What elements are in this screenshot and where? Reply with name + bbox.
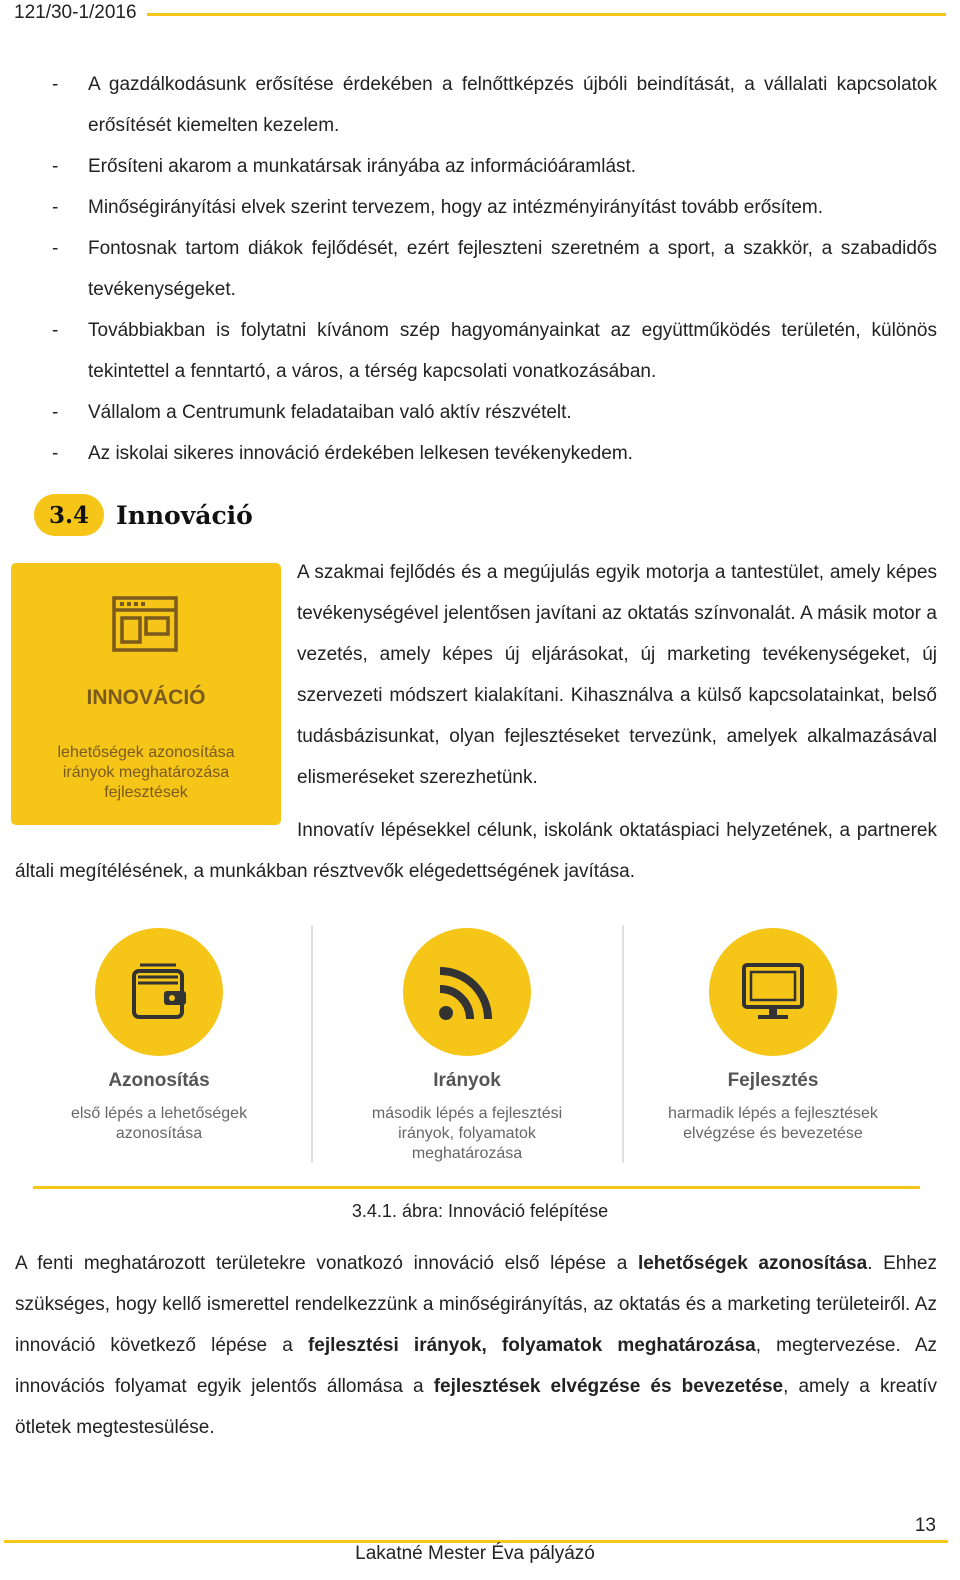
paragraph-text: . Ehhez szükséges, hogy kellő ismerettel rendelkezzünk a minőségirányítás, az oktatás és a marketing területeiről. Az innováció következő lépése a	[15, 1253, 937, 1356]
emphasis-text: fejlesztési irányok, folyamatok meghatározása	[307, 1335, 756, 1356]
bullet-dash: -	[52, 238, 59, 259]
paragraph-text: A fenti meghatározott területekre vonatkozó innováció első lépése a	[15, 1253, 638, 1274]
page-number: 13	[914, 1515, 936, 1536]
figure-rule	[33, 1186, 920, 1189]
bullet-list	[40, 64, 937, 474]
step-directions	[317, 925, 617, 1164]
step-title: Fejlesztés	[727, 1070, 819, 1091]
step-description: első lépés a lehetőségek azonosítása	[70, 1105, 248, 1142]
paragraph-text: , amely a kreatív ötletek megtestesülése.	[15, 1376, 937, 1438]
bullet-text: Továbbiakban is folytatni kívánom szép hagyományainkat az együttműködés területén, különös tekintettel a fenntartó, a város, a térség kapcsolati vonatkozásában.	[88, 320, 937, 382]
card-subtitle	[11, 743, 281, 803]
list-item	[40, 392, 937, 433]
step-circle	[403, 928, 531, 1056]
bullet-text: A gazdálkodásunk erősítése érdekében a felnőttképzés újbóli beindítását, a vállalati kapcsolatok erősítését kiemelten kezelem.	[88, 74, 937, 136]
bullet-dash: -	[52, 443, 59, 464]
closing-paragraph	[15, 1243, 937, 1448]
bullet-dash: -	[52, 156, 59, 177]
innovation-steps-figure	[11, 925, 931, 1165]
emphasis-text: lehetőségek azonosítása	[637, 1253, 868, 1274]
step-circle	[709, 928, 837, 1056]
step-development	[623, 925, 923, 1144]
intro-paragraph: A szakmai fejlődés és a megújulás egyik motorja a tantestület, amely képes tevékenységével jelentősen javítani az oktatás színvonalát. A másik motor a vezetés, amely képes új eljárásokat, új marketing tevékenységeket, új szervezeti módszert kialakítani. Kihasználva a külső kapcsolatainkat, belső tudásbázisunkat, olyan fejlesztéseket tervezünk, amelyek alkalmazásával elismeréseket szerezhetünk.	[297, 562, 937, 788]
step-description: második lépés a fejlesztési irányok, folyamatok meghatározása	[371, 1105, 563, 1162]
bullet-dash: -	[52, 74, 59, 95]
card-line: fejlesztések	[104, 784, 188, 801]
page-header	[14, 0, 946, 26]
emphasis-text: fejlesztések elvégzése és bevezetése	[433, 1376, 784, 1397]
bullet-text: Fontosnak tartom diákok fejlődését, ezért fejleszteni szeretném a sport, a szakkör, a szabadidős tevékenységeket.	[88, 238, 937, 300]
list-item	[40, 433, 937, 474]
section-number-badge: 3.4	[34, 494, 104, 536]
list-item	[40, 310, 937, 392]
list-item	[40, 187, 937, 228]
goal-paragraph: Innovatív lépésekkel célunk, iskolánk oktatáspiaci helyzetének, a partnerek általi megítélésének, a munkákban résztvevők elégedettségének javítása.	[15, 820, 937, 882]
section-title: Innováció	[116, 500, 253, 530]
bullet-dash: -	[52, 197, 59, 218]
step-title: Azonosítás	[108, 1070, 210, 1091]
document-code: 121/30-1/2016	[14, 2, 137, 23]
step-identification	[9, 925, 309, 1144]
rss-icon	[436, 961, 498, 1023]
footer-author: Lakatné Mester Éva pályázó	[355, 1543, 595, 1564]
bullet-text: Minőségirányítási elvek szerint tervezem, hogy az intézményirányítást tovább erősítem.	[88, 197, 823, 218]
header-rule	[147, 13, 946, 16]
browser-window-icon	[112, 596, 178, 652]
wallet-icon	[128, 961, 190, 1023]
list-item	[40, 64, 937, 146]
bullet-text: Az iskolai sikeres innováció érdekében lelkesen tevékenykedem.	[88, 443, 633, 464]
monitor-icon	[740, 961, 806, 1023]
bullet-text: Vállalom a Centrumunk feladataiban való aktív részvételt.	[88, 402, 572, 423]
step-divider	[311, 925, 313, 1163]
card-title: INNOVÁCIÓ	[86, 686, 206, 709]
step-title: Irányok	[433, 1070, 501, 1091]
innovation-card	[11, 563, 281, 825]
section-heading	[34, 494, 253, 536]
figure-caption: 3.4.1. ábra: Innováció felépítése	[351, 1201, 609, 1221]
step-description: harmadik lépés a fejlesztések elvégzése és bevezetése	[668, 1105, 878, 1142]
bullet-text: Erősíteni akarom a munkatársak irányába az információáramlást.	[88, 156, 637, 177]
paragraph-text: , megtervezése. Az innovációs folyamat egyik jelentős állomása a	[15, 1335, 938, 1397]
step-circle	[95, 928, 223, 1056]
bullet-dash: -	[52, 320, 59, 341]
list-item	[40, 146, 937, 187]
list-item	[40, 228, 937, 310]
bullet-dash: -	[52, 402, 59, 423]
card-line: lehetőségek azonosítása	[57, 744, 235, 761]
card-line: irányok meghatározása	[62, 764, 230, 781]
